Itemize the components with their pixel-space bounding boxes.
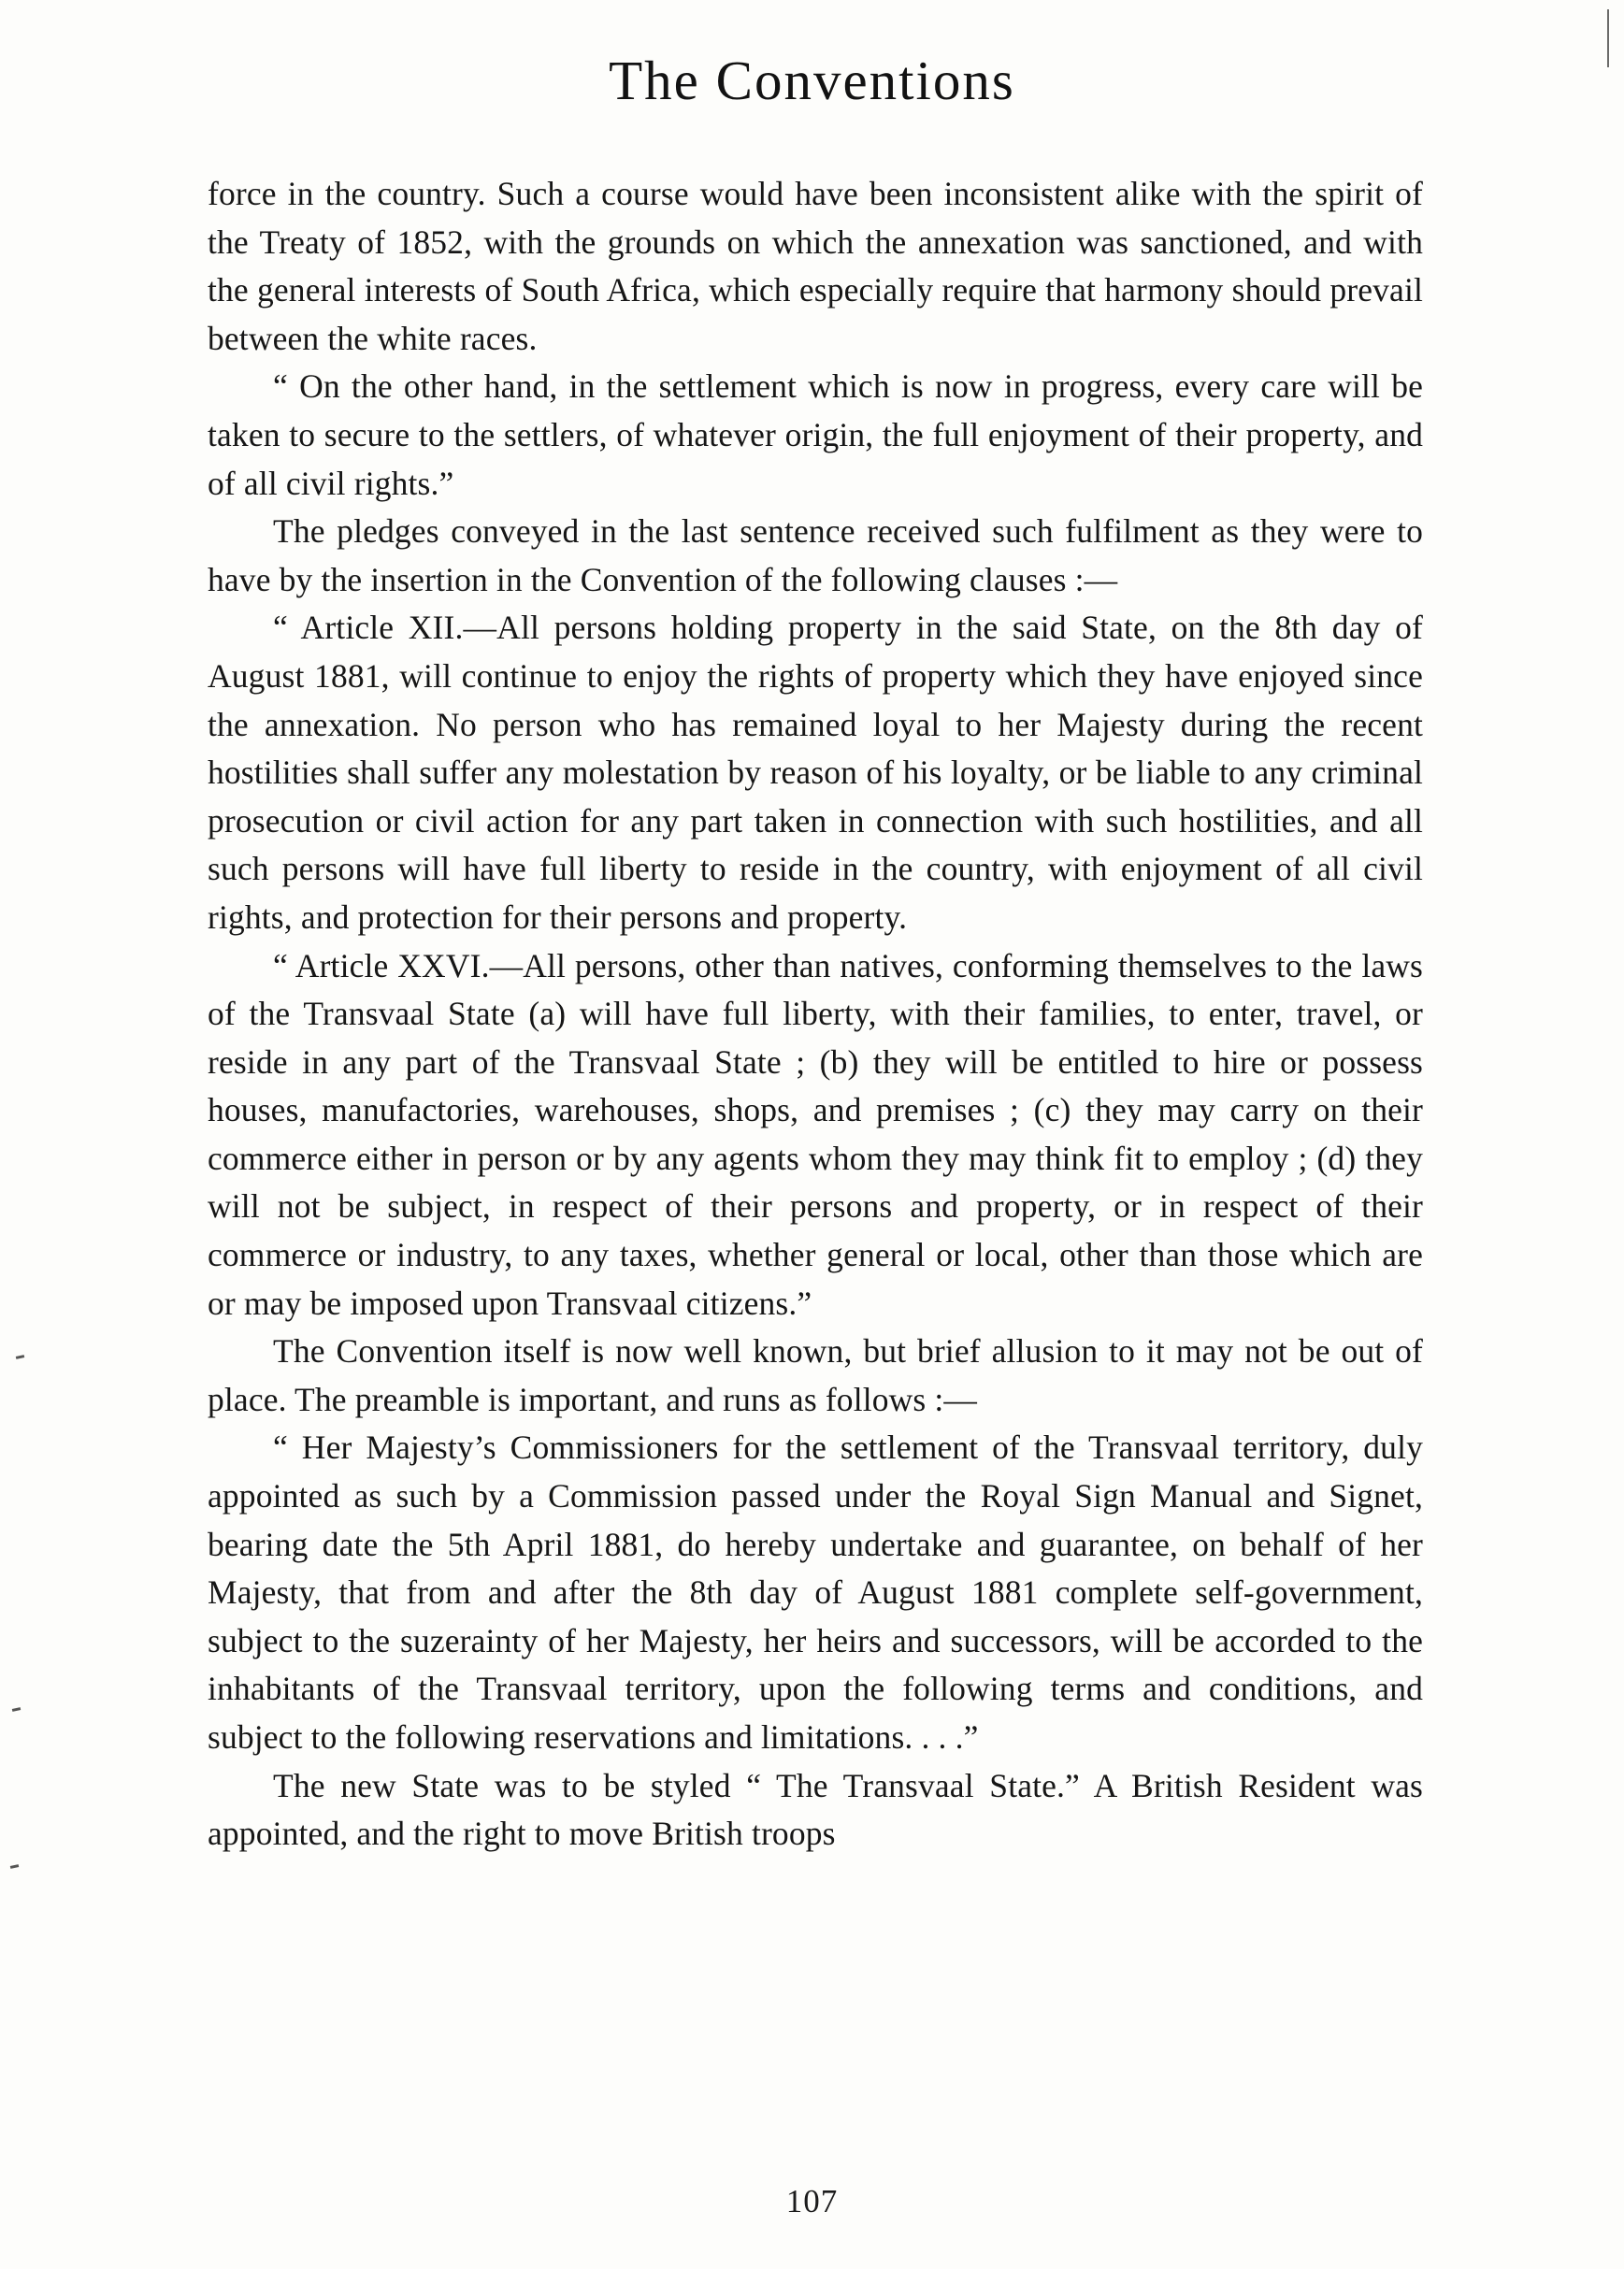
paragraph: “ Her Majesty’s Commissioners for the settlement of the Transvaal territory, duly appointed as such by a Commission passed under the Royal Sign Manual and Signet, bearing date the 5th April 1881, do hereby undertake and guarantee, on behalf of her Majesty, that from and after the 8th day of August 1881 complete self-government, subject to the suzerainty of her Majesty, her heirs and successors, will be accorded to the inhabitants of the Transvaal territory, upon the following terms and conditions, and subject to the following reservations and limitations. . . .”: [208, 1429, 1423, 1756]
running-head: The Conventions: [609, 50, 1015, 111]
paragraph: The new State was to be styled “ The Transvaal State.” A British Resident was appointed, and the right to move British troops: [208, 1766, 1423, 1853]
margin-tick-mark: [12, 1707, 21, 1712]
margin-tick-mark: [10, 1864, 19, 1869]
body-text-column: [208, 170, 1423, 1859]
paragraph: “ Article XII.—All persons holding property in the said State, on the 8th day of August 1881, will continue to enjoy the rights of property which they have enjoyed since the annexation. No person who has remained loyal to her Majesty during the recent hostilities shall suffer any molestation by reason of his loyalty, or be liable to any criminal prosecution or civil action for any part taken in connection with such hostilities, and all such persons will have full liberty to reside in the country, with enjoyment of all civil rights, and protection for their persons and property.: [208, 609, 1423, 936]
paragraph: “ On the other hand, in the settlement which is now in progress, every care will be taken to secure to the settlers, of whatever origin, the full enjoyment of their property, and of all civil rights.”: [208, 367, 1423, 502]
paragraph: The Convention itself is now well known, but brief allusion to it may not be out of place. The preamble is important, and runs as follows :—: [208, 1332, 1423, 1418]
paragraph: force in the country. Such a course would have been inconsistent alike with the spirit of the Treaty of 1852, with the grounds on which the annexation was sanctioned, and with the general interests of South Africa, which especially require that harmony should prevail between the white races.: [208, 175, 1423, 357]
margin-tick-mark: [16, 1355, 24, 1359]
paragraph: “ Article XXVI.—All persons, other than natives, conforming themselves to the laws of the Transvaal State (a) will have full liberty, with their families, to enter, travel, or reside in any part of the Transvaal State ; (b) they will be entitled to hire or possess houses, manufactories, warehouses, shops, and premises ; (c) they may carry on their commerce either in person or by any agents whom they may think fit to employ ; (d) they will not be subject, in respect of their persons and property, or in respect of their commerce or industry, to any taxes, whether general or local, other than those which are or may be imposed upon Transvaal citizens.”: [208, 946, 1423, 1322]
paragraph: The pledges conveyed in the last sentence received such fulfilment as they were to have by the insertion in the Convention of the following clauses :—: [208, 512, 1423, 598]
page-number: 107: [785, 2183, 839, 2219]
